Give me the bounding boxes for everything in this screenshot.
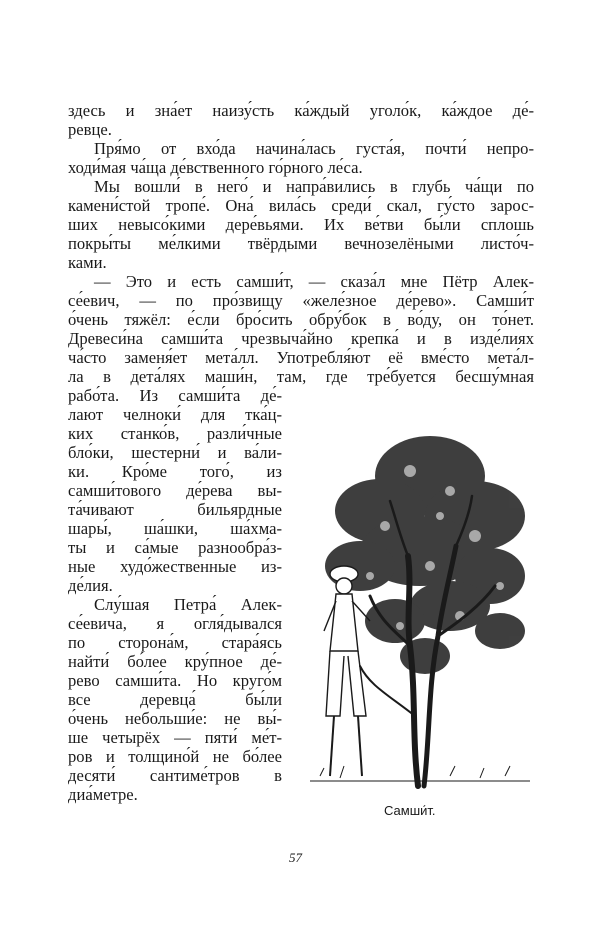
text-line: ками. (68, 253, 107, 272)
text-line: Пря́мо от вхо́да начина́лась густа́я, почти́ непро- (94, 139, 534, 158)
boxwood-tree-illustration (300, 416, 540, 796)
text-line: самши́тового де́рева вы- (68, 481, 282, 500)
text-line: о́чень тяжёл: е́сли бро́сить обру́бок в во́ду, он то́нет. (68, 310, 534, 329)
text-line: десяти́ сантиме́тров в (68, 766, 282, 785)
text-line: ла в дета́лях маши́н, там, где тре́буется бесшу́мная (68, 367, 534, 386)
text-line: найти́ бо́лее кру́пное де́- (68, 652, 282, 671)
text-line: Мы вошли́ в него́ и напра́вились в глубь ча́щи по (94, 177, 534, 196)
text-line: о́чень небольши́е: не вы́- (68, 709, 282, 728)
text-line: Древеси́на самши́та чрезвыча́йно крепка́ и в изде́лиях (68, 329, 534, 348)
text-line: ревце. (68, 120, 112, 139)
text-line: рабо́та. Из самши́та де́- (68, 386, 282, 405)
text-line: Слу́шая Петра́ Алек- (94, 595, 282, 614)
text-line: се́евич, — по про́звищу «желе́зное де́рево». Самши́т (68, 291, 534, 310)
text-line: все деревца́ бы́ли (68, 690, 282, 709)
text-line: рево самши́та. Но круго́м (68, 671, 282, 690)
page-number: 57 (289, 850, 302, 865)
text-line: се́евича, я огля́дывался (68, 614, 282, 633)
text-line: ров и толщино́й не бо́лее (68, 747, 282, 766)
text-line: де́лия. (68, 576, 113, 595)
text-line: диа́метре. (68, 785, 138, 804)
text-line: шары́, ша́шки, ша́хма- (68, 519, 282, 538)
figure-caption: Самши́т. (384, 803, 436, 818)
text-line: ше четырёх — пяти́ ме́т- (68, 728, 282, 747)
text-line: та́чивают бильярдные (68, 500, 282, 519)
text-line: бло́ки, шестерни́ и ва́ли- (68, 443, 282, 462)
text-line: здесь и зна́ет наизу́сть ка́ждый уголо́к, ка́ждое де́- (68, 101, 534, 120)
text-line: ходи́мая ча́ща де́вственного го́рного ле́са. (68, 158, 363, 177)
text-line: ших невысо́кими дере́вьями. Их ве́тви бы́ли сплошь (68, 215, 534, 234)
text-line: ные худо́жественные из- (68, 557, 282, 576)
text-line: ты и са́мые разнообра́з- (68, 538, 282, 557)
text-line: ча́сто заменя́ет мета́лл. Употребля́ют её вме́сто мета́л- (68, 348, 534, 367)
text-line: по сторона́м, стара́ясь (68, 633, 282, 652)
text-line: ких станко́в, разли́чные (68, 424, 282, 443)
text-line: камени́стой тропе́. Она́ вила́сь среди́ скал, гу́сто зарос- (68, 196, 534, 215)
text-line: — Это и есть самши́т, — сказа́л мне Пётр Алек- (94, 272, 534, 291)
text-line: покры́ты ме́лкими твёрдыми вечнозелёными листо́ч- (68, 234, 534, 253)
text-line: ки. Кро́ме того́, из (68, 462, 282, 481)
text-line: лают челноки́ для тка́ц- (68, 405, 282, 424)
